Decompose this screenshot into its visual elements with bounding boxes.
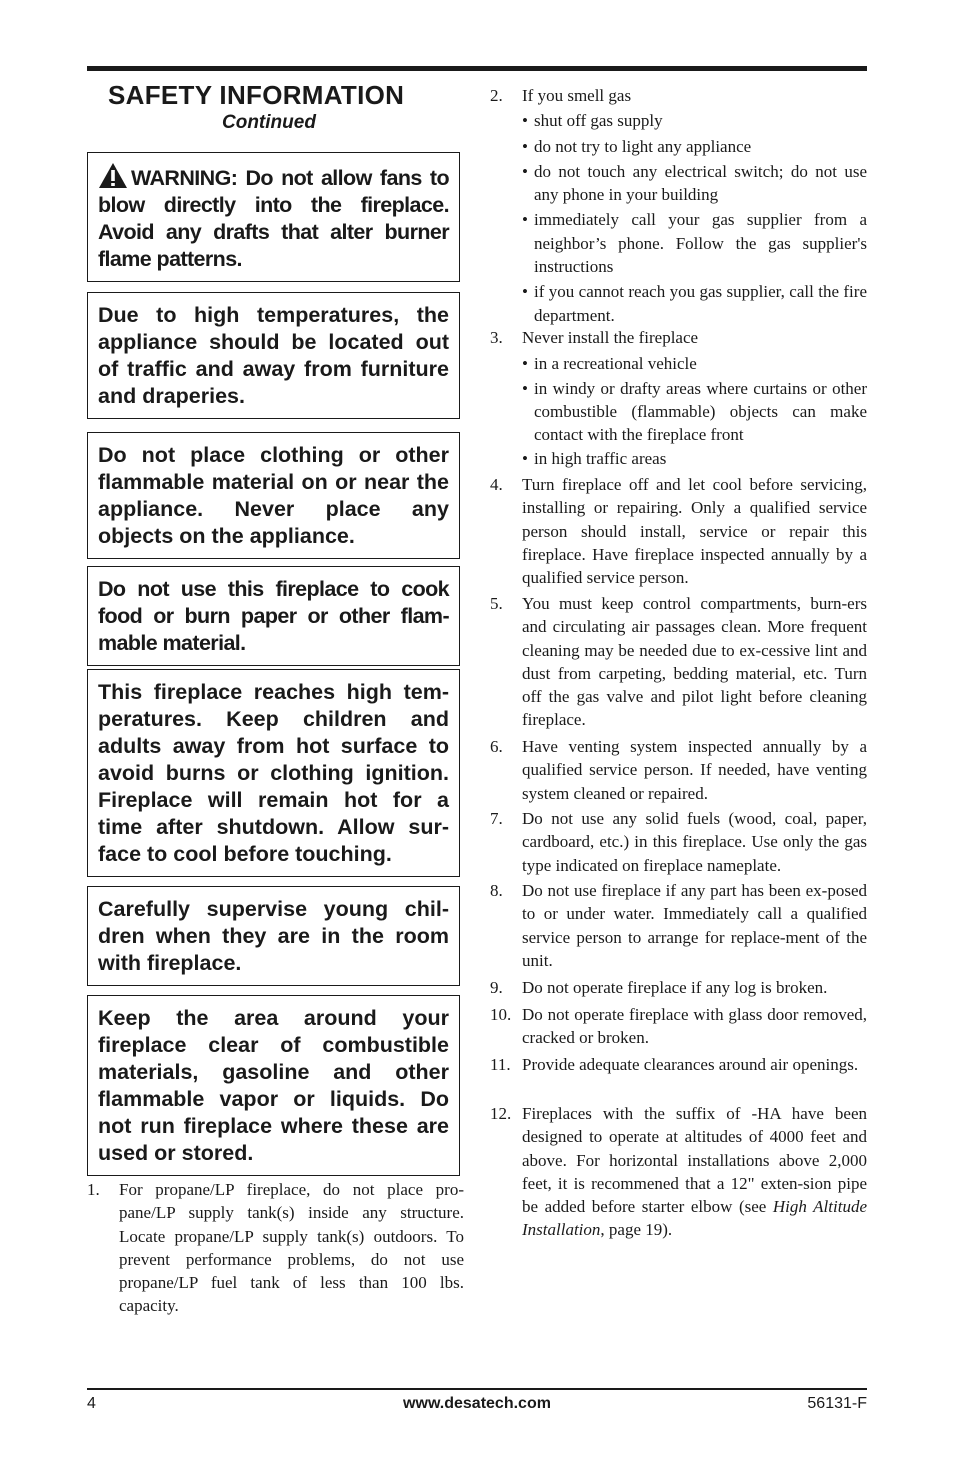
cross-reference: High Altitude Installation — [522, 1197, 867, 1240]
list-item-text: Do not operate fireplace if any log is broken. — [522, 978, 828, 997]
list-item-number: 9. — [490, 978, 503, 997]
list-item-8 — [490, 879, 867, 972]
bullet-item: • shut off gas supply — [522, 109, 867, 132]
list-item-12-tail: , page 19). — [600, 1220, 673, 1240]
page-number: 4 — [87, 1395, 96, 1412]
bottom-rule — [87, 1388, 867, 1390]
list-item-number: 7. — [490, 809, 503, 828]
section-title: SAFETY INFORMATION — [108, 80, 405, 110]
list-item-number: 4. — [490, 475, 503, 494]
bullet-item: • in a recreational vehicle — [522, 352, 867, 375]
list-item-number: 11. — [490, 1055, 511, 1074]
list-item-number: 12. — [490, 1104, 512, 1123]
bullet-item: • if you cannot reach you gas supplier, call the fire department. — [522, 280, 867, 327]
list-item-text: Do not use fireplace if any part has been ex-posed to or under water. Immediately call a qualified service person to arrange for replace-ment of the unit. — [522, 881, 867, 970]
bullet-item: • do not try to light any appliance — [522, 135, 867, 158]
list-item-1 — [87, 1178, 464, 1318]
list-item-text: Do not use any solid fuels (wood, coal, paper, cardboard, etc.) in this fireplace. Use only the gas type indicated on fireplace nameplate. — [522, 809, 867, 875]
notice-box-location — [87, 292, 460, 419]
footer-url: www.desatech.com — [403, 1395, 551, 1412]
list-item-text: You must keep control compartments, burn-ers and circulating air passages clean. More frequent cleaning may be needed due to ex-cessive lint and dust from carpeting, bedding material, etc. Turn off the gas valve and pilot light before cleaning fireplace. — [522, 594, 867, 730]
notice-box-cooking-text: Do not use this fireplace to cook food or burn paper or other flam-mable material. — [98, 577, 449, 655]
list-item-text: For propane/LP fireplace, do not place pro-pane/LP supply tank(s) inside any structure. Locate propane/LP supply tank(s) outdoors. To prevent performance problems, do not use propane/LP fuel tank of less than 100 lbs. capacity. — [119, 1180, 464, 1316]
list-item-text — [522, 1102, 867, 1242]
warning-icon — [98, 162, 128, 189]
list-item-text: Have venting system inspected annually by a qualified service person. If needed, have venting system cleaned or repaired. — [522, 737, 867, 803]
list-item-number: 1. — [87, 1180, 100, 1199]
notice-box-hot-surface — [87, 669, 460, 877]
list-item-number: 2. — [490, 86, 503, 105]
list-item-text: Do not operate fireplace with glass door removed, cracked or broken. — [522, 1005, 867, 1048]
list-item-10 — [490, 1003, 867, 1050]
list-item-12 — [490, 1102, 867, 1242]
warning-box-fans-text: WARNING: Do not allow fans to blow directly into the fireplace. Avoid any drafts that alter burner flame patterns. — [98, 166, 449, 271]
notice-box-hot-surface-text: This fireplace reaches high tem-peratures. Keep children and adults away from hot surface to avoid burns or clothing ignition. Fireplace will remain hot for a time after shutdown. Allow sur-face to cool before touching. — [98, 680, 449, 866]
list-item-2 — [490, 84, 867, 327]
notice-box-combustibles — [87, 995, 460, 1176]
list-item-9 — [490, 976, 867, 999]
notice-box-cooking — [87, 566, 460, 666]
list-item-4 — [490, 473, 867, 589]
list-item-text: Never install the fireplace — [522, 328, 699, 347]
list-item-7 — [490, 807, 867, 877]
notice-box-children-text: Carefully supervise young chil-dren when they are in the room with fireplace. — [98, 897, 449, 975]
list-item-text: If you smell gas — [522, 86, 632, 105]
list-item-text: Turn fireplace off and let cool before servicing, installing or repairing. Only a qualified service person should install, service or repair this fireplace. Have fireplace inspected annually by a qualified service person. — [522, 475, 867, 588]
section-subtitle: Continued — [222, 112, 316, 133]
notice-box-clothing — [87, 432, 460, 559]
list-item-number: 3. — [490, 328, 503, 347]
list-item-text: Provide adequate clearances around air openings. — [522, 1055, 859, 1074]
list-item-number: 8. — [490, 881, 503, 900]
list-item-12-text: Fireplaces with the suffix of -HA have been designed to operate at altitudes of 4000 feet and above. For horizontal installations above 2,000 feet, it is recommened that a 12" exten-sion pipe be added before starter elbow (see — [522, 1104, 867, 1217]
list-item-11 — [490, 1053, 867, 1076]
bullet-item: • in high traffic areas — [522, 447, 867, 470]
top-rule — [87, 66, 867, 71]
notice-box-combustibles-text: Keep the area around your fireplace clear of combustible materials, gasoline and other flammable vapor or liquids. Do not run fireplace where these are used or stored. — [98, 1006, 449, 1165]
bullet-item: • in windy or drafty areas where curtains or other combustible (flammable) objects can make contact with the fireplace front — [522, 377, 867, 447]
list-item-3 — [490, 326, 867, 471]
warning-box-fans — [87, 152, 460, 282]
bullet-item: • do not touch any electrical switch; do not use any phone in your building — [522, 160, 867, 207]
notice-box-clothing-text: Do not place clothing or other flammable material on or near the appliance. Never place any objects on the appliance. — [98, 443, 449, 548]
list-item-number: 10. — [490, 1005, 512, 1024]
document-code: 56131-F — [807, 1395, 867, 1412]
list-item-6 — [490, 735, 867, 805]
bullet-item: • immediately call your gas supplier from a neighbor’s phone. Follow the gas supplier's instructions — [522, 208, 867, 278]
list-item-number: 5. — [490, 594, 503, 613]
list-item-5 — [490, 592, 867, 732]
notice-box-children — [87, 886, 460, 986]
list-item-number: 6. — [490, 737, 503, 756]
warning-text — [98, 166, 449, 271]
notice-box-location-text: Due to high temperatures, the appliance should be located out of traffic and away from furniture and draperies. — [98, 303, 449, 408]
